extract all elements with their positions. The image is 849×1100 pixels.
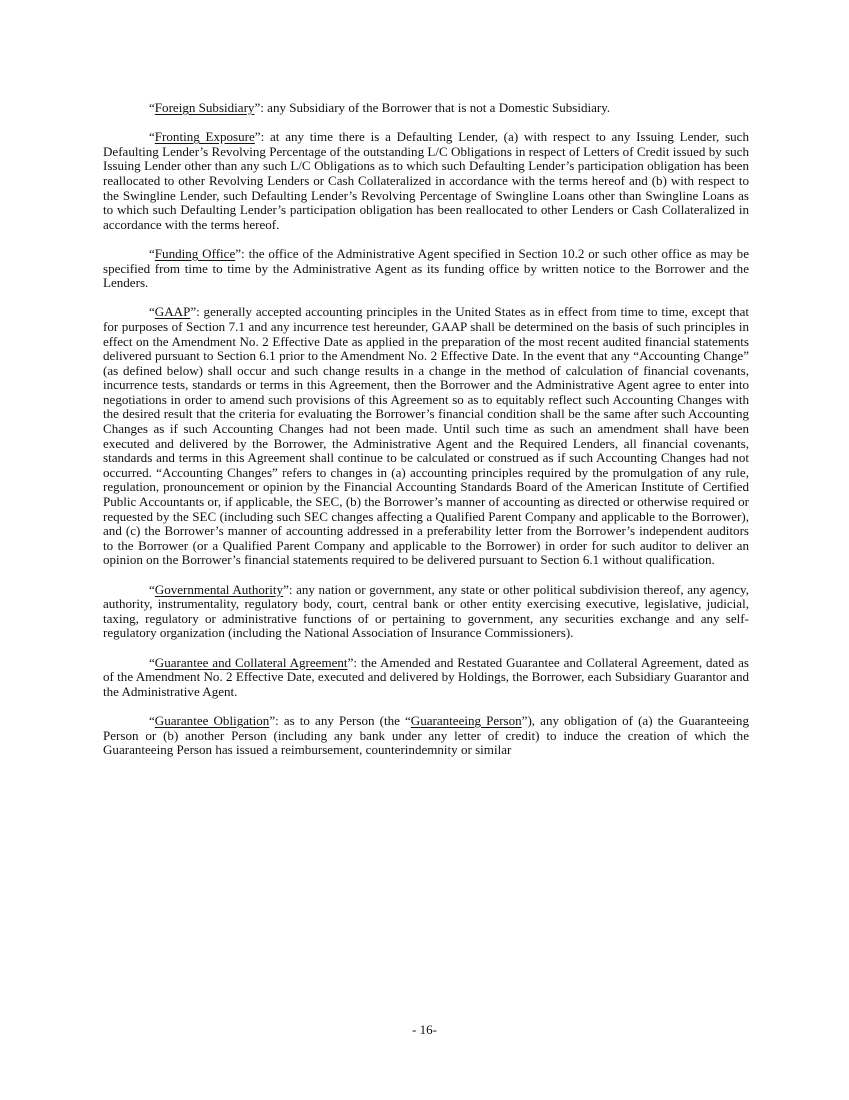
definition-text: at any time there is a Defaulting Lender, (a) with respect to any Issuing Lender, such Defaulting Lender’s Revolving Percentage of the outstanding L/C Obligations in respect of Letters of Credit issued by such Issuing Lender other than any such L/C Obligations as to which such Defaulting Lender’s participation obligation has been reallocated to other Revolving Lenders or Cash Collateralized in accordance with the terms hereof and (b) with respect to the Swingline Lender, such Defaulting Lender’s Revolving Percentage of Swingline Loans other than Swingline Loans as to which such Defaulting Lender’s participation obligation has been reallocated to other Lenders or Cash Collateralized in accordance with the terms hereof.: [103, 129, 749, 232]
defined-term: Guarantee and Collateral Agreement: [154, 654, 348, 670]
defined-term: GAAP: [154, 304, 191, 320]
close-quote: ”:: [254, 100, 268, 115]
definition-funding-office: [103, 247, 749, 291]
definition-text-before: as to any Person (the “: [283, 712, 411, 728]
open-quote: “: [149, 129, 155, 145]
open-quote: “: [149, 245, 155, 261]
open-quote: “: [149, 654, 155, 670]
definition-governmental-authority: [103, 583, 749, 641]
definition-text: the office of the Administrative Agent specified in Section 10.2 or such other office as may be specified from time to time by the Administrative Agent as its funding office by written notice to the Borrower and the Lenders.: [103, 245, 749, 291]
open-quote: “: [149, 712, 155, 728]
definition-foreign-subsidiary: [103, 101, 749, 116]
definition-text: any nation or government, any state or other political subdivision thereof, any agency, authority, instrumentality, regulatory body, court, central bank or other entity exercising executive, legislative, judicial, taxing, regulatory or administrative functions of or pertaining to government, any securities exchange and any self-regulatory organization (including the National Association of Insurance Commissioners).: [103, 581, 749, 641]
close-quote: ”:: [235, 245, 249, 261]
close-quote: ”:: [269, 712, 284, 728]
open-quote: “: [149, 304, 155, 320]
defined-term: Guarantee Obligation: [154, 712, 270, 728]
page-number: - 16-: [412, 1022, 437, 1037]
definition-gaap: [103, 305, 749, 568]
open-quote: “: [149, 100, 155, 115]
close-quote: ”:: [347, 654, 361, 670]
defined-term: Governmental Authority: [154, 581, 284, 597]
definition-guarantee-obligation: [103, 714, 749, 758]
definition-text: the Amended and Restated Guarantee and Collateral Agreement, dated as of the Amendment No. 2 Effective Date, executed and delivered by Holdings, the Borrower, each Subsidiary Guarantor and the Administrative Agent.: [103, 654, 749, 699]
definition-text-after: ”), any obligation of (a) the Guaranteeing Person or (b) another Person (including any bank under any letter of credit) to induce the creation of which the Guaranteeing Person has issued a reimbursement, counterindemnity or similar: [103, 712, 749, 758]
defined-term: Fronting Exposure: [154, 129, 255, 145]
close-quote: ”:: [283, 581, 297, 597]
close-quote: ”:: [254, 129, 270, 145]
definition-text: any Subsidiary of the Borrower that is not a Domestic Subsidiary.: [267, 100, 611, 115]
definition-fronting-exposure: [103, 130, 749, 232]
open-quote: “: [149, 581, 155, 597]
definition-text: generally accepted accounting principles in the United States as in effect from time to time, except that for purposes of Section 7.1 and any incurrence test hereunder, GAAP shall be determined on the basis of such principles in effect on the Amendment No. 2 Effective Date as applied in the preparation of the most recent audited financial statements delivered pursuant to Section 6.1 prior to the Amendment No. 2 Effective Date. In the event that any “Accounting Change” (as defined below) shall occur and such change results in a change in the method of calculation of financial covenants, incurrence tests, standards or terms in this Agreement, then the Borrower and the Administrative Agent agree to enter into negotiations in order to amend such provisions of this Agreement so as to equitably reflect such Accounting Changes with the desired result that the criteria for evaluating the Borrower’s financial condition shall be the same after such Accounting Changes as if such Accounting Changes had not been made. Until such time as such an amendment shall have been executed and delivered by the Borrower, the Administrative Agent and the Required Lenders, all financial covenants, standards and terms in this Agreement shall continue to be calculated or construed as if such Accounting Changes had not occurred. “Accounting Changes” refers to changes in (a) accounting principles required by the promulgation of any rule, regulation, pronouncement or opinion by the Financial Accounting Standards Board of the American Institute of Certified Public Accountants or, if applicable, the SEC, (b) the Borrower’s manner of accounting as directed or otherwise required or requested by the SEC (including such SEC changes affecting a Qualified Parent Company and applicable to the Borrower), and (c) the Borrower’s manner of accounting addressed in a preferability letter from the Borrower’s independent auditors to the Borrower (or a Qualified Parent Company and applicable to the Borrower) in order for such auditor to deliver an opinion on the Borrower’s financial statements required to be delivered pursuant to Section 6.1 without qualification.: [103, 304, 749, 568]
inner-defined-term: Guaranteeing Person: [410, 712, 522, 728]
defined-term: Funding Office: [154, 245, 236, 261]
definition-guarantee-and-collateral-agreement: [103, 656, 749, 700]
close-quote: ”:: [190, 304, 204, 320]
defined-term: Foreign Subsidiary: [154, 100, 255, 115]
